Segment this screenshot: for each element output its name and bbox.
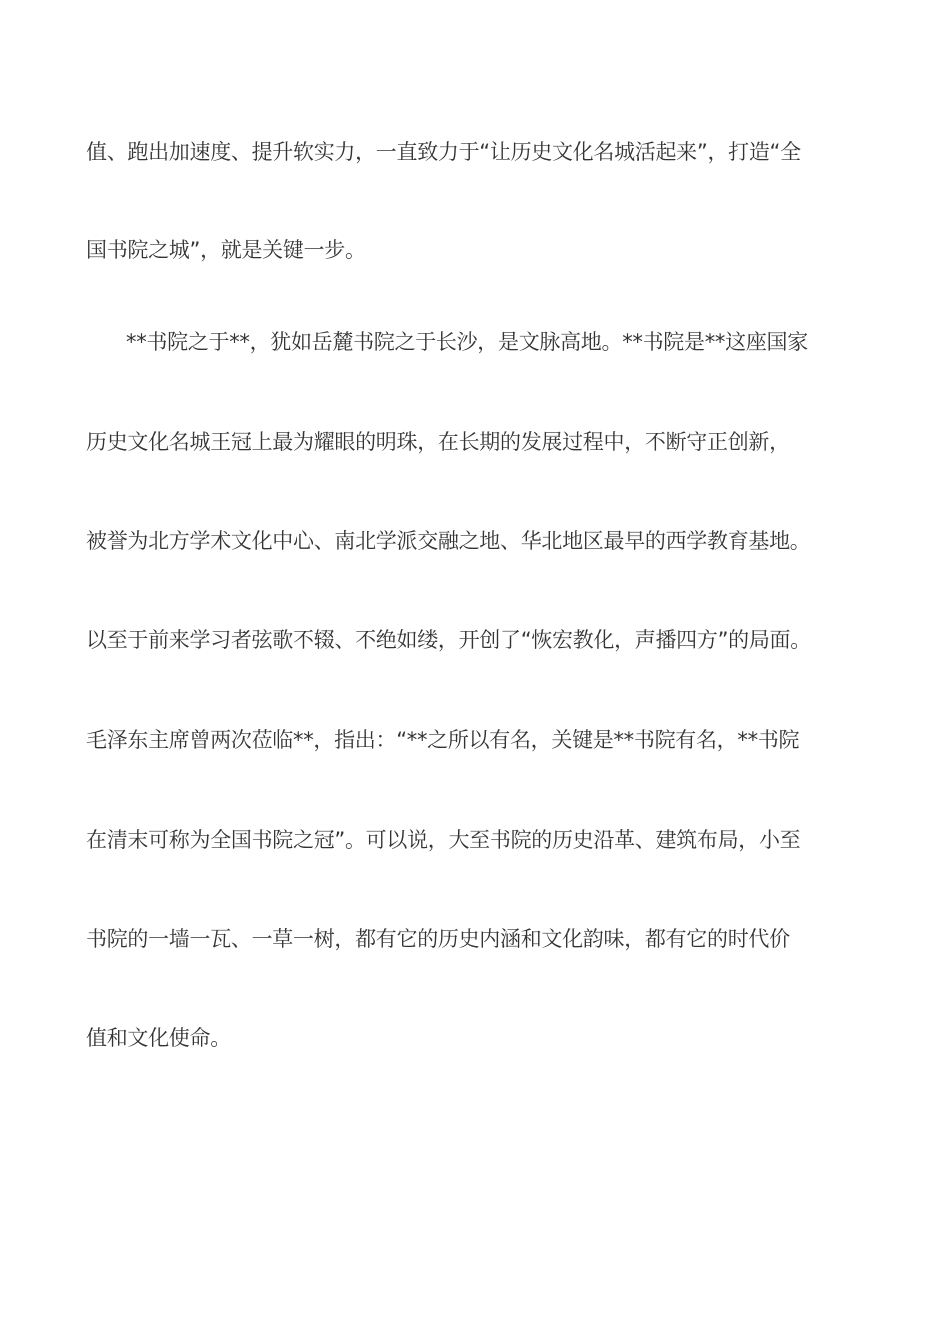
paragraph-2-line-6: 在清末可称为全国书院之冠”。可以说，大至书院的历史沿革、建筑布局，小至 (86, 828, 801, 852)
paragraph-2-line-3: 被誉为北方学术文化中心、南北学派交融之地、华北地区最早的西学教育基地。 (86, 529, 811, 553)
paragraph-2-line-4: 以至于前来学习者弦歌不辍、不绝如缕，开创了“恢宏教化，声播四方”的局面。 (86, 628, 811, 652)
paragraph-2-line-2: 历史文化名城王冠上最为耀眼的明珠，在长期的发展过程中，不断守正创新， (86, 430, 790, 454)
paragraph-2-line-7: 书院的一墙一瓦、一草一树，都有它的历史内涵和文化韵味，都有它的时代价 (86, 927, 790, 951)
paragraph-1-line-1: 值、跑出加速度、提升软实力，一直致力于“让历史文化名城活起来”，打造“全 (86, 140, 801, 164)
paragraph-2-line-1: **书院之于**，犹如岳麓书院之于长沙，是文脉高地。**书院是**这座国家 (126, 330, 808, 354)
paragraph-2-line-5: 毛泽东主席曾两次莅临**，指出：“**之所以有名，关键是**书院有名，**书院 (86, 728, 800, 752)
paragraph-2-line-8: 值和文化使命。 (86, 1026, 231, 1050)
paragraph-1-line-2: 国书院之城”，就是关键一步。 (86, 238, 366, 262)
